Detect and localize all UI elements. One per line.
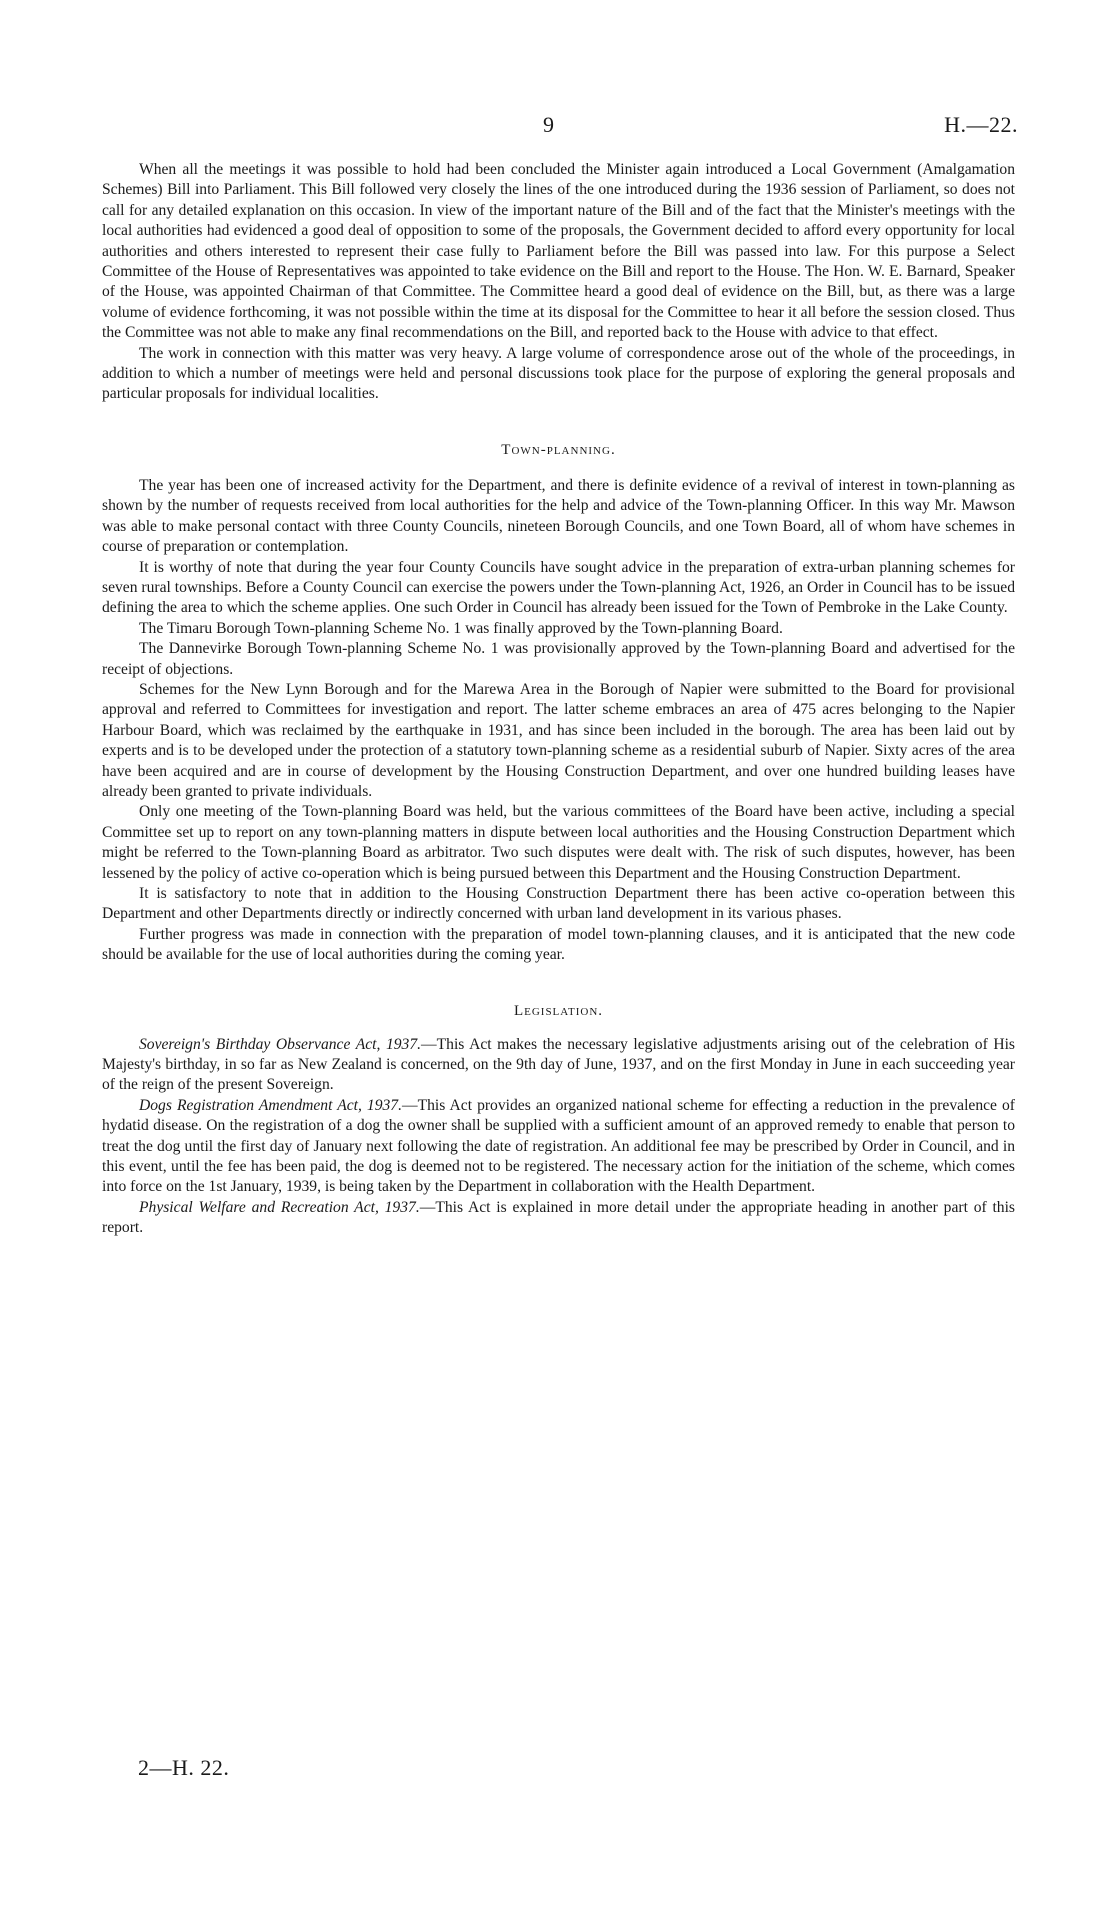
town-planning-paragraph: The Dannevirke Borough Town-planning Scheme No. 1 was provisionally approved by the Town-planning Board and advertised for the receipt of objections.	[102, 640, 1015, 678]
town-planning-paragraph: The year has been one of increased activity for the Department, and there is definite evidence of a revival of interest in town-planning as shown by the number of requests received from local authorities for the help and advice of the Town-planning Officer. In this way Mr. Mawson was able to make personal contact with three County Councils, nineteen Borough Councils, and one Town Board, all of whom have schemes in course of preparation or contemplation.	[102, 476, 1015, 556]
town-planning-heading: Town-planning.	[501, 441, 616, 458]
act-description: —This Act makes the necessary legislative adjustments arising out of the celebration of His Majesty's birthday, in so far as New Zealand is concerned, on the 9th day of June, 1937, and on the first Monday in June in each succeeding year of the reign of the present Sovereign.	[102, 1035, 1016, 1094]
page-header	[0, 112, 1114, 142]
legislation-heading: Legislation.	[513, 1002, 604, 1019]
intro-paragraph-1: When all the meetings it was possible to hold had been concluded the Minister again introduced a Local Government (Amalgamation Schemes) Bill into Parliament. This Bill followed very closely the lines of the one introduced during the 1936 session of Parliament, so does not call for any detailed explanation on this occasion. In view of the important nature of the Bill and of the fact that the Minister's meetings with the local authorities had evidenced a good deal of opposition to some of the proposals, the Government decided to afford every opportunity for local authorities and others interested to represent their case fully to Parliament before the Bill was passed into law. For this purpose a Select Committee of the House of Representatives was appointed to take evidence on the Bill and report to the House. The Hon. W. E. Barnard, Speaker of the House, was appointed Chairman of that Committee. The Committee heard a good deal of evidence on the Bill, but, as there was a large volume of evidence forthcoming, it was not possible within the time at its disposal for the Committee to hear it all before the session closed. Thus the Committee was not able to make any final recommendations on the Bill, and reported back to the House with advice to that effect.	[102, 161, 1015, 342]
document-reference: H.—22.	[944, 112, 1018, 137]
legislation-item	[102, 1096, 1015, 1198]
act-title: Dogs Registration Amendment Act, 1937.	[139, 1096, 403, 1114]
town-planning-paragraph: Further progress was made in connection with the preparation of model town-planning clauses, and it is anticipated that the new code should be available for the use of local authorities during the coming year.	[102, 925, 1015, 964]
legislation-item	[102, 1198, 1015, 1239]
act-title: Sovereign's Birthday Observance Act, 1937.	[139, 1035, 422, 1053]
town-planning-paragraph: Schemes for the New Lynn Borough and for the Marewa Area in the Borough of Napier were submitted to the Board for provisional approval and referred to Committees for investigation and report. The latter scheme embraces an area of 475 acres belonging to the Napier Harbour Board, which was reclaimed by the earthquake in 1931, and has since been included in the borough. The area has been laid out by experts and is to be developed under the protection of a statutory town-planning scheme as a residential suburb of Napier. Sixty acres of the area have been acquired and are in course of development by the Housing Construction Department, and over one hundred building leases have already been granted to private individuals.	[102, 680, 1015, 800]
intro-paragraph-2: The work in connection with this matter was very heavy. A large volume of correspondence arose out of the whole of the proceedings, in addition to which a number of meetings were held and personal discussions took place for the purpose of exploring the general proposals and particular proposals for individual localities.	[102, 344, 1015, 403]
page-body	[102, 160, 1015, 1239]
town-planning-paragraph: The Timaru Borough Town-planning Scheme No. 1 was finally approved by the Town-planning Board.	[139, 619, 783, 637]
act-description: —This Act provides an organized national scheme for effecting a reduction in the prevalence of hydatid disease. On the registration of a dog the owner shall be supplied with a sufficient amount of an approved remedy to enable that person to treat the dog until the first day of January next following the date of registration. An additional fee may be prescribed by Order in Council, and in this event, until the fee has been paid, the dog is deemed not to be registered. The necessary action for the initiation of the scheme, which comes into force on the 1st January, 1939, is being taken by the Department in collaboration with the Health Department.	[102, 1096, 1015, 1196]
town-planning-paragraph: It is worthy of note that during the year four County Councils have sought advice in the preparation of extra-urban planning schemes for seven rural townships. Before a County Council can exercise the powers under the Town-planning Act, 1926, an Order in Council has to be issued defining the area to which the scheme applies. One such Order in Council has already been issued for the Town of Pembroke in the Lake County.	[102, 558, 1015, 617]
town-planning-paragraph: Only one meeting of the Town-planning Board was held, but the various committees of the Board have been active, including a special Committee set up to report on any town-planning matters in dispute between local authorities and the Housing Construction Department which might be referred to the Town-planning Board as arbitrator. Two such disputes were dealt with. The risk of such disputes, however, has been lessened by the policy of active co-operation which is being pursued between this Department and the Housing Construction Department.	[102, 803, 1015, 882]
act-title: Physical Welfare and Recreation Act, 1937.	[139, 1198, 420, 1216]
legislation-item	[102, 1035, 1015, 1096]
act-description: —This Act is explained in more detail under the appropriate heading in another part of this report.	[102, 1198, 1016, 1237]
footer-reference: 2—H. 22.	[138, 1755, 230, 1780]
town-planning-paragraph: It is satisfactory to note that in addition to the Housing Construction Department there has been active co-operation between this Department and other Departments directly or indirectly concerned with urban land development in its various phases.	[102, 885, 1015, 923]
page-number: 9	[543, 112, 554, 137]
